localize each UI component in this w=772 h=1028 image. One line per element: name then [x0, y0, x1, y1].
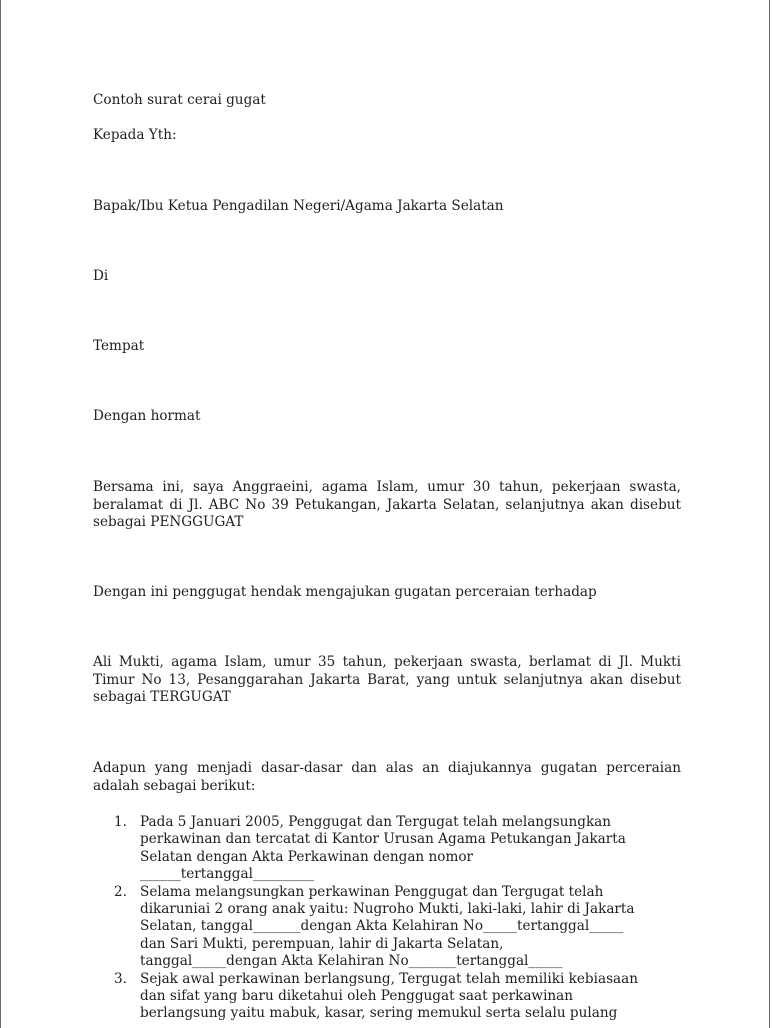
- list-item-number: 2.: [114, 883, 127, 900]
- grounds-intro: Adapun yang menjadi dasar-dasar dan alas an diajukannya gugatan perceraian adalah sebagai berikut:: [93, 760, 681, 794]
- document-title: Contoh surat cerai gugat: [93, 92, 266, 108]
- list-item: [114, 814, 684, 884]
- list-item-line: Selama melangsungkan perkawinan Penggugat dan Tergugat telah: [140, 883, 604, 900]
- list-item: [114, 884, 684, 971]
- list-item-line: tanggal_____dengan Akta Kelahiran No_______tertanggal_____: [140, 953, 563, 970]
- list-item-line: dan Sari Mukti, perempuan, lahir di Jakarta Selatan,: [140, 935, 504, 952]
- plaintiff-paragraph: Bersama ini, saya Anggraeini, agama Islam, umur 30 tahun, pekerjaan swasta, beralamat di Jl. ABC No 39 Petukangan, Jakarta Selatan, selanjutnya akan disebut sebagai PENGGUGAT: [93, 479, 681, 530]
- list-item-line: Selatan dengan Akta Perkawinan dengan nomor: [140, 848, 474, 865]
- grounds-list: [114, 814, 684, 1023]
- recipient-tempat: Tempat: [93, 338, 145, 354]
- list-item-number: 1.: [114, 814, 127, 830]
- list-item-number: 3.: [114, 970, 127, 987]
- list-item-line: dan sifat yang baru diketahui oleh Penggugat saat perkawinan: [140, 988, 574, 1005]
- greeting: Dengan hormat: [93, 408, 201, 424]
- list-item-line: perkawinan dan tercatat di Kantor Urusan Agama Petukangan Jakarta: [140, 831, 626, 848]
- list-item-line: Sejak awal perkawinan berlangsung, Tergugat telah memiliki kebiasaan: [140, 970, 639, 987]
- recipient-di: Di: [93, 268, 109, 284]
- recipient-intro: Kepada Yth:: [93, 127, 177, 143]
- list-item-line: ______tertanggal_________: [140, 866, 315, 883]
- list-item-line: berlangsung yaitu mabuk, kasar, sering memukul serta selalu pulang: [140, 1005, 618, 1022]
- recipient: Bapak/Ibu Ketua Pengadilan Negeri/Agama Jakarta Selatan: [93, 198, 504, 214]
- intent-paragraph: Dengan ini penggugat hendak mengajukan gugatan perceraian terhadap: [93, 584, 597, 600]
- list-item-line: Pada 5 Januari 2005, Penggugat dan Tergugat telah melangsungkan: [140, 814, 612, 830]
- list-item: [114, 971, 684, 1023]
- defendant-paragraph: Ali Mukti, agama Islam, umur 35 tahun, pekerjaan swasta, berlamat di Jl. Mukti Timur No 13, Pesanggarahan Jakarta Barat, yang untuk selanjutnya akan disebut sebagai TERGUGAT: [93, 654, 681, 705]
- list-item-line: Selatan, tanggal_______dengan Akta Kelahiran No_____tertanggal_____: [140, 918, 624, 935]
- list-item-line: dikaruniai 2 orang anak yaitu: Nugroho Mukti, laki-laki, lahir di Jakarta: [140, 901, 635, 918]
